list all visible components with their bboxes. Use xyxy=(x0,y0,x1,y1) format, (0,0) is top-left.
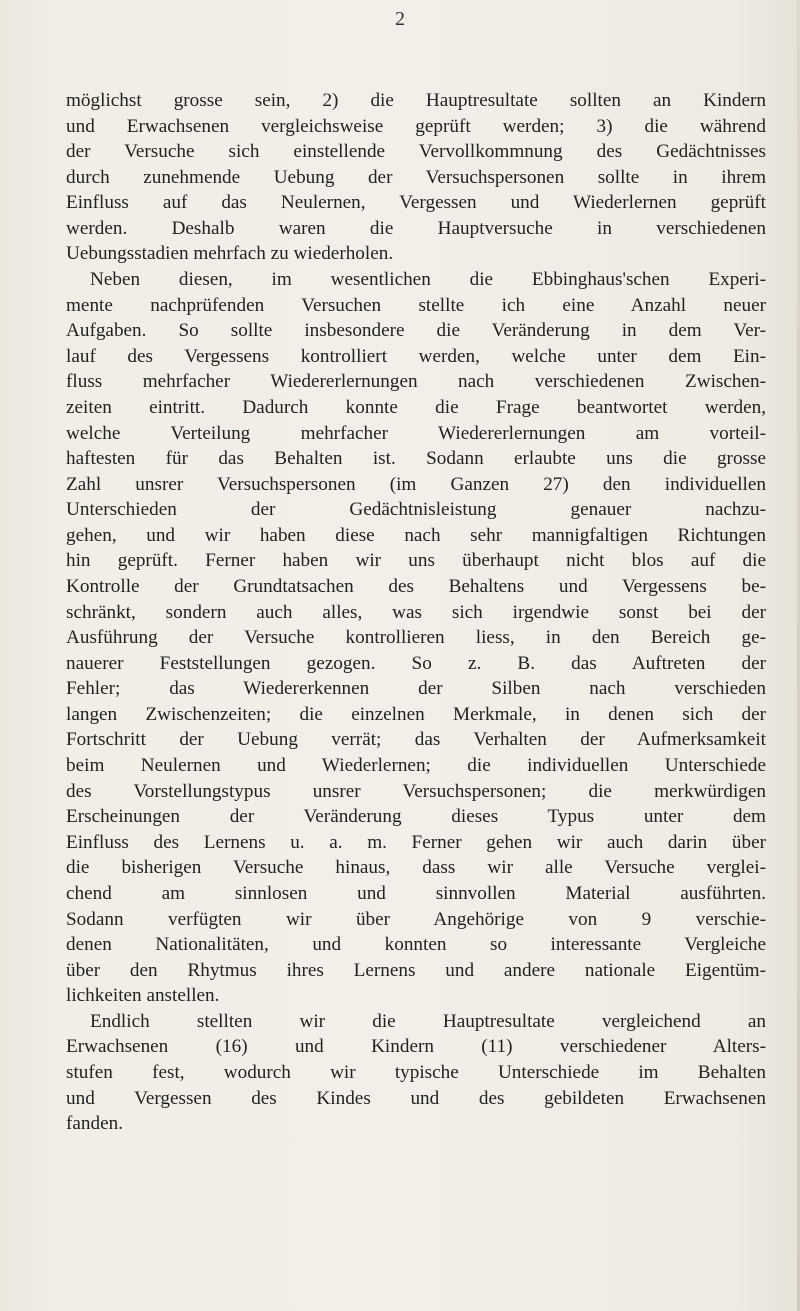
text-line: fluss mehrfacher Wiedererlernungen nach verschiedenen Zwischen- xyxy=(66,371,766,393)
text-line: Zahl unsrer Versuchspersonen (im Ganzen 27) den individuellen xyxy=(66,473,766,495)
text-line: beim Neulernen und Wiederlernen; die individuellen Unterschiede xyxy=(66,755,766,777)
text-line: haftesten für das Behalten ist. Sodann erlaubte uns die grosse xyxy=(66,448,766,470)
text-line: die bisherigen Versuche hinaus, dass wir alle Versuche verglei- xyxy=(66,857,766,879)
text-line: hin geprüft. Ferner haben wir uns überhaupt nicht blos auf die xyxy=(66,550,766,572)
text-line: Uebungsstadien mehrfach zu wiederholen. xyxy=(66,243,394,265)
text-line: Fortschritt der Uebung verrät; das Verhalten der Aufmerksamkeit xyxy=(66,729,766,751)
text-line: Unterschieden der Gedächtnisleistung genauer nachzu- xyxy=(66,499,766,521)
text-line: Einfluss auf das Neulernen, Vergessen und Wiederlernen geprüft xyxy=(66,192,766,214)
text-line: mente nachprüfenden Versuchen stellte ich eine Anzahl neuer xyxy=(66,294,766,316)
text-line: Sodann verfügten wir über Angehörige von 9 verschie- xyxy=(66,908,766,930)
text-line: Ausführung der Versuche kontrollieren liess, in den Bereich ge- xyxy=(66,627,766,649)
text-line: Endlich stellten wir die Hauptresultate vergleichend an xyxy=(90,1010,766,1032)
text-line: des Vorstellungstypus unsrer Versuchspersonen; die merkwürdigen xyxy=(66,780,766,802)
text-line: schränkt, sondern auch alles, was sich irgendwie sonst bei der xyxy=(66,601,766,623)
text-line: lichkeiten anstellen. xyxy=(66,985,220,1007)
text-line: langen Zwischenzeiten; die einzelnen Merkmale, in denen sich der xyxy=(66,703,766,725)
text-line: lauf des Vergessens kontrolliert werden, welche unter dem Ein- xyxy=(66,345,766,367)
text-line: Einfluss des Lernens u. a. m. Ferner gehen wir auch darin über xyxy=(66,831,766,853)
text-line: möglichst grosse sein, 2) die Hauptresultate sollten an Kindern xyxy=(66,90,766,111)
text-line: über den Rhytmus ihres Lernens und andere nationale Eigentüm- xyxy=(66,959,766,981)
page-number: 2 xyxy=(395,8,405,30)
body-text xyxy=(66,88,766,1137)
text-line: Kontrolle der Grundtatsachen des Behaltens und Vergessens be- xyxy=(66,575,766,597)
text-line: Neben diesen, im wesentlichen die Ebbinghaus'schen Experi- xyxy=(90,269,766,291)
text-line: gehen, und wir haben diese nach sehr mannigfaltigen Richtungen xyxy=(66,524,766,546)
text-line: werden. Deshalb waren die Hauptversuche in verschiedenen xyxy=(66,217,766,239)
text-line: Erwachsenen (16) und Kindern (11) verschiedener Alters- xyxy=(66,1036,766,1058)
text-line: welche Verteilung mehrfacher Wiedererlernungen am vorteil- xyxy=(66,422,766,444)
text-line: denen Nationalitäten, und konnten so interessante Vergleiche xyxy=(66,934,766,956)
text-line: Fehler; das Wiedererkennen der Silben nach verschieden xyxy=(66,678,766,700)
text-line: stufen fest, wodurch wir typische Unterschiede im Behalten xyxy=(66,1061,766,1083)
text-line: Erscheinungen der Veränderung dieses Typus unter dem xyxy=(66,806,766,828)
text-line: zeiten eintritt. Dadurch konnte die Frage beantwortet werden, xyxy=(66,396,766,418)
text-line: nauerer Feststellungen gezogen. So z. B. das Auftreten der xyxy=(66,652,766,674)
text-line: der Versuche sich einstellende Vervollkommnung des Gedächtnisses xyxy=(66,141,766,163)
text-line: Aufgaben. So sollte insbesondere die Veränderung in dem Ver- xyxy=(66,320,766,342)
text-line: chend am sinnlosen und sinnvollen Material ausführten. xyxy=(66,882,766,904)
text-line: fanden. xyxy=(66,1113,124,1135)
text-line: durch zunehmende Uebung der Versuchspersonen sollte in ihrem xyxy=(66,166,766,188)
text-line: und Erwachsenen vergleichsweise geprüft werden; 3) die während xyxy=(66,115,766,137)
text-line: und Vergessen des Kindes und des gebildeten Erwachsenen xyxy=(66,1087,766,1109)
